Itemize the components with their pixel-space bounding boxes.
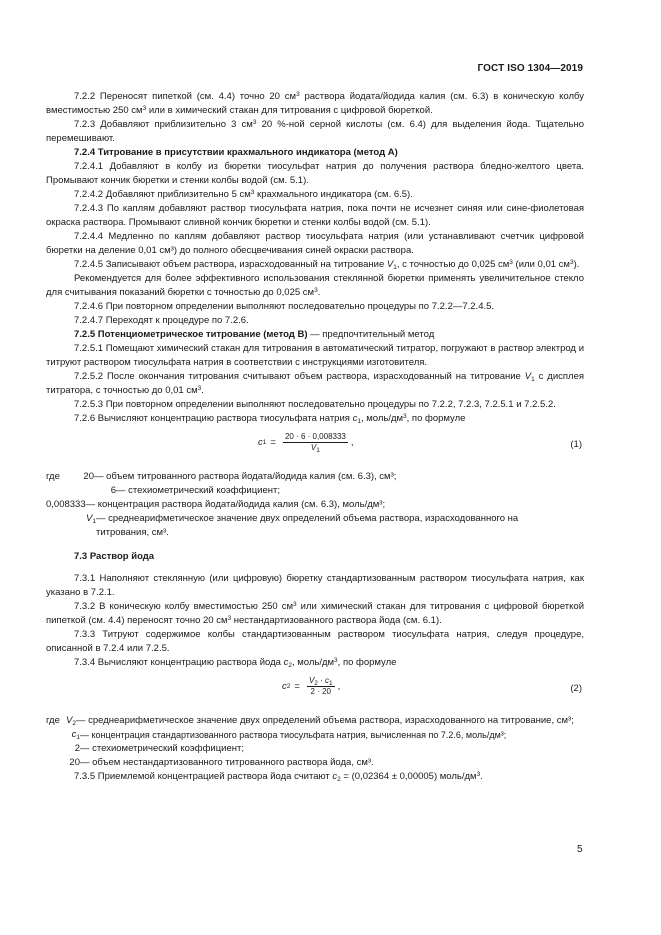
heading-7-2-5: 7.2.5 Потенциометрическое титрование (метод В) — предпочтительный метод <box>74 329 435 340</box>
para-7-2-2: 7.2.2 Переносят пипеткой (см. 4.4) точно 20 $см^3$ раствора йодата/йодида калия (см. 6.3) в коническую колбу вместимостью 250 $см^3$ или в химический стакан для титрования с цифровой бюреткой. <box>46 91 584 116</box>
definition-row: 0,008333 — концентрация раствора йодата/йодида калия (см. 6.3), моль/дм³; <box>46 499 386 510</box>
definition-row: 2 — стехиометрический коэффициент; <box>74 743 244 754</box>
para-7-2-4-1: 7.2.4.1 Добавляют в колбу из бюретки тиосульфат натрия до получения раствора бледно-желтого цвета. Промывают кончик бюретки и стенки колбы водой (см. 5.1). <box>46 161 584 186</box>
page-number: 5 <box>577 844 583 855</box>
standard-header: ГОСТ ISO 1304—2019 <box>477 63 583 74</box>
formula-1-fraction: $\frac{20 \cdot 6 \cdot 0,008333}{V_1}$ <box>284 432 346 454</box>
formula-1-expression: c 1 = $\frac{20 \cdot 6 \cdot 0,008333}{V_1}$ , <box>258 432 354 454</box>
formula-2-expression: c 2 = $\frac{V_2 \cdot c_1}{2 \cdot 20}$ , <box>282 676 341 696</box>
definition-row: где 20 — объем титрованного раствора йодата/йодида калия (см. 6.3), см³; <box>46 471 397 482</box>
formula-1-number: (1) <box>570 439 582 450</box>
para-7-3-1: 7.3.1 Наполняют стеклянную (или цифровую) бюретку стандартизованным раствором тиосульфата натрия, как указано в 7.2.1. <box>46 573 584 598</box>
para-7-2-4-3: 7.2.4.3 По каплям добавляют раствор тиосульфата натрия, пока почти не исчезнет синяя или сине-фиолетовая окраска раствора. Промывают сливной кончик бюретки и стенки колбы водой (см. 5.1). <box>46 203 584 228</box>
para-7-2-4-4: 7.2.4.4 Медленно по каплям добавляют раствор тиосульфата натрия (или устанавливают счетчик цифровой бюретки на деление 0,01 см³) до полного обесцвечивания синей окраски раствора. <box>46 231 584 256</box>
heading-7-2-4: 7.2.4 Титрование в присутствии крахмального индикатора (метод А) <box>74 147 398 158</box>
formula-2-fraction: $\frac{V_2 \cdot c_1}{2 \cdot 20}$ <box>308 676 333 696</box>
para-7-2-4-5: 7.2.4.5 Записывают объем раствора, израсходованный на титрование $V_1$, с точностью до 0,025 $см^3$ (или 0,01 $см^3$). <box>74 259 580 271</box>
para-recommendation: Рекомендуется для более эффективного использования стеклянной бюретки применять увеличительное стекло для считывания показаний бюретки с точностью до 0,025 $см^3$. <box>46 273 584 298</box>
para-7-2-3: 7.2.3 Добавляют приблизительно 3 $см^3$ 20 %-ной серной кислоты (см. 6.4) для выделения йода. Тщательно перемешивают. <box>46 119 584 144</box>
content-body <box>46 90 584 784</box>
where-block-1 <box>46 470 584 540</box>
para-7-2-4-7: 7.2.4.7 Переходят к процедуре по 7.2.6. <box>74 315 249 326</box>
definition-row: $V_1$ — среднеарифметическое значение двух определений объема раствора, израсходованного на титрования, см³. <box>86 513 519 538</box>
where-block-2 <box>46 714 584 770</box>
para-7-3-5: 7.3.5 Приемлемой концентрацией раствора йода считают $c_2 = (0,02364 \pm 0,00005)$ моль/$дм^3$. <box>74 771 483 783</box>
heading-7-3: 7.3 Раствор йода <box>74 551 155 562</box>
para-7-2-5-3: 7.2.5.3 При повторном определении выполняют последовательно процедуры по 7.2.2, 7.2.3, 7.2.5.1 и 7.2.5.2. <box>74 399 556 410</box>
definition-row: где $V_2$ — среднеарифметическое значение двух определений объема раствора, израсходованного на титрование, см³; <box>46 715 574 727</box>
para-7-2-6: 7.2.6 Вычисляют концентрацию раствора тиосульфата натрия $c_1$, моль/$дм^3$, по формуле <box>74 413 466 425</box>
formula-2-number: (2) <box>570 683 582 694</box>
definition-row: 6 — стехиометрический коэффициент; <box>110 485 280 496</box>
definition-row: 20 — объем нестандартизованного титрованного раствора йода, см³. <box>69 757 374 768</box>
para-7-2-5-2: 7.2.5.2 После окончания титрования считывают объем раствора, израсходованный на титрование $V_1$ с дисплея титратора, с точностью до 0,01 $см^3$. <box>46 371 584 396</box>
para-7-3-2: 7.3.2 В коническую колбу вместимостью 250 $см^3$ или химический стакан для титрования с цифровой бюреткой пипеткой (см. 4.4) переносят точно 20 $см^3$ нестандартизованного раствора йода (см. 6.1). <box>46 601 584 626</box>
para-7-2-4-6: 7.2.4.6 При повторном определении выполняют последовательно процедуры по 7.2.2—7.2.4.5. <box>74 301 495 312</box>
formula-2 <box>46 676 584 706</box>
para-7-2-4-2: 7.2.4.2 Добавляют приблизительно 5 $см^3$ крахмального индикатора (см. 6.5). <box>74 189 413 200</box>
definition-row: $c_1$ — концентрация стандартизованного раствора тиосульфата натрия, вычисленная по 7.2.6, моль/дм³; <box>71 729 507 741</box>
formula-1 <box>46 432 584 462</box>
para-7-2-5-1: 7.2.5.1 Помещают химический стакан для титрования в автоматический титратор, погружают в раствор электрод и титруют раствором тиосульфата натрия в соответствии с инструкциями изготовителя. <box>46 343 584 368</box>
para-7-3-4: 7.3.4 Вычисляют концентрацию раствора йода $c_2$, моль/$дм^3$, по формуле <box>74 657 397 669</box>
para-7-3-3: 7.3.3 Титруют содержимое колбы стандартизованным раствором тиосульфата натрия, следуя процедуре, описанной в 7.2.4 или 7.2.5. <box>46 629 584 654</box>
